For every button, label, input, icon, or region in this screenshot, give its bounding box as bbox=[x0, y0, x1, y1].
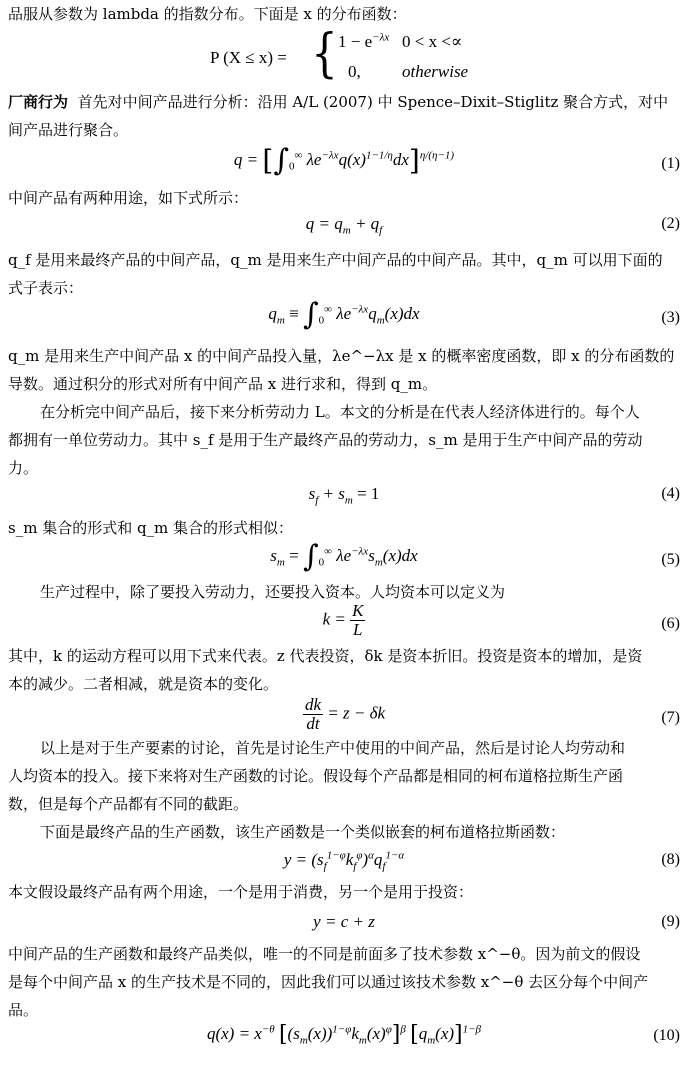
eq5-body3: (x)dx bbox=[382, 546, 418, 565]
eq3-body2: q bbox=[368, 304, 377, 323]
eq1-upper: ∞ bbox=[294, 149, 303, 162]
eq3-lhs-sub: m bbox=[276, 314, 285, 327]
eq3-lower: 0 bbox=[318, 314, 325, 327]
p9-line2: 人均资本的投入。接下来将对生产函数的讨论。假设每个产品都是相同的柯布道格拉斯生产函 bbox=[8, 767, 624, 785]
p3-line1: q_f 是用来最终产品的中间产品，q_m 是用来生产中间产品的中间产品。其中，q_m 可以用下面的 bbox=[8, 251, 663, 269]
cdf-case1-expr: 1 − e bbox=[338, 32, 373, 51]
eq6-number: (6) bbox=[661, 615, 680, 632]
firm-line1: 首先对中间产品进行分析：沿用 A/L (2007) 中 Spence–Dixit–Stiglitz 聚合方式，对中 bbox=[77, 93, 669, 111]
eq4-a: s bbox=[308, 484, 316, 503]
eq5-rel: = bbox=[284, 546, 303, 565]
eq1-lower: 0 bbox=[288, 160, 295, 173]
eq3-rel: ≡ bbox=[284, 304, 303, 323]
equation-10: $q(x) = x^{-\theta}$ $[(s_m(x))^{1-\varphi}k_m(x)^\varphi]^\beta$ $[q_m(x)]^{1-\beta}$ (10) bbox=[8, 1020, 680, 1054]
eq5-sup1: −λx bbox=[351, 545, 369, 558]
p4-line1: q_m 是用来生产中间产品 x 的中间产品投入量，λe^−λx 是 x 的概率密度函数，即 x 的分布函数的 bbox=[8, 347, 675, 365]
equation-8: $y = (s_f^{1-\varphi}k_f^\varphi)^\alpha q_f^{1-\alpha}$ (8) bbox=[8, 846, 680, 876]
eq3-body: λe bbox=[336, 304, 352, 323]
p8-line1: 其中，k 的运动方程可以用下式来代表。z 代表投资，δk 是资本折旧。投资是资本的增加，是资 bbox=[8, 647, 643, 665]
p8-line2: 本的减少。二者相减，就是资本的变化。 bbox=[8, 675, 279, 693]
cdf-case2-expr: 0, bbox=[348, 62, 361, 81]
p12-line1: 中间产品的生产函数和最终产品类似，唯一的不同是前面多了技术参数 x^−θ。因为前文的假设 bbox=[8, 945, 641, 963]
section-heading-firm: 厂商行为 bbox=[8, 93, 69, 111]
eq1-body: λe bbox=[306, 150, 322, 169]
eq4-rhs: = 1 bbox=[352, 484, 380, 503]
eq1-sup2: 1−1/η bbox=[365, 149, 393, 162]
eq5-body2: s bbox=[368, 546, 375, 565]
cdf-brace: { bbox=[311, 24, 338, 84]
cdf-lhs: P (X ≤ x) = bbox=[210, 48, 287, 67]
equation-7 bbox=[8, 696, 680, 738]
p12-line2: 是每个中间产品 x 的生产技术是不同的，因此我们可以通过该技术参数 x^−θ 去区分每个中间产 bbox=[8, 973, 649, 991]
eq4-a-sub: f bbox=[315, 494, 319, 507]
eq7-denominator: dt bbox=[306, 714, 320, 733]
eq2-plus: + q bbox=[350, 214, 380, 233]
equation-5: $s_m = \int_0^\infty$ $\lambda e^{-\lambda x}s_m(x)dx$ (5) bbox=[270, 539, 680, 575]
eq5-number: (5) bbox=[661, 551, 680, 568]
eq1-outer-sup: η/(η−1) bbox=[419, 149, 455, 162]
eq1-number: (1) bbox=[661, 155, 680, 172]
p9-line3: 数，但是每个产品都有不同的截距。 bbox=[8, 795, 249, 813]
eq5-lhs: s bbox=[270, 546, 277, 565]
cdf-case1-sup: −λx bbox=[372, 31, 390, 44]
eq7-numerator: dk bbox=[304, 695, 322, 714]
eq5-upper: ∞ bbox=[324, 545, 332, 558]
paragraph-final-production: 下面是最终产品的生产函数，该生产函数是一个类似嵌套的柯布道格拉斯函数： bbox=[40, 823, 566, 841]
eq7-number: (7) bbox=[661, 709, 680, 726]
eq9-math: y = c + z bbox=[313, 912, 375, 931]
eq3-lhs: q bbox=[268, 304, 277, 323]
firm-line2: 间产品进行聚合。 bbox=[8, 121, 129, 139]
eq2-number: (2) bbox=[661, 215, 680, 232]
p9-line1: 以上是对于生产要素的讨论，首先是讨论生产中使用的中间产品，然后是讨论人均劳动和 bbox=[40, 739, 626, 757]
eq5-sub2: m bbox=[374, 556, 383, 569]
p12-line3: 品。 bbox=[8, 1001, 39, 1019]
eq8-number: (8) bbox=[661, 851, 680, 868]
eq1-body2: q(x) bbox=[338, 150, 366, 169]
eq2-lhs: q = q bbox=[305, 214, 343, 233]
equation-1: $q = [\int_0^\infty$ $\lambda e^{-\lambda x}q(x)^{1-1/\eta}dx]^{\eta/(\eta-1)}$ (1) bbox=[233, 143, 680, 179]
eq2-sub1: m bbox=[342, 224, 351, 237]
equation-4 bbox=[8, 480, 680, 508]
cdf-case2-cond: otherwise bbox=[402, 62, 469, 81]
eq9-number: (9) bbox=[661, 913, 680, 930]
eq3-number: (3) bbox=[661, 309, 680, 326]
cdf-equation bbox=[210, 26, 510, 90]
eq6-numerator: K bbox=[352, 601, 364, 620]
eq1-body3: dx bbox=[392, 150, 409, 169]
paragraph-sm: s_m 集合的形式和 q_m 集合的形式相似： bbox=[8, 519, 294, 537]
p4-line2: 导数。通过积分的形式对所有中间产品 x 进行求和，得到 q_m。 bbox=[8, 375, 438, 393]
eq5-lower: 0 bbox=[318, 556, 325, 569]
p5-line1: 在分析完中间产品后，接下来分析劳动力 L。本文的分析是在代表人经济体进行的。每个人 bbox=[40, 403, 640, 421]
eq1-sup1: −λx bbox=[321, 149, 339, 162]
eq6-denominator: L bbox=[353, 620, 363, 639]
eq3-sup1: −λx bbox=[351, 303, 369, 316]
eq6-lhs: k = bbox=[322, 609, 346, 629]
paragraph-intro: 品服从参数为 lambda 的指数分布。下面是 x 的分布函数： bbox=[8, 5, 407, 23]
eq1-lhs: q = bbox=[233, 150, 259, 169]
paragraph-firm-behavior bbox=[8, 88, 668, 116]
equation-2 bbox=[8, 210, 680, 238]
paragraph-capital: 生产过程中，除了要投入劳动力，还要投入资本。人均资本可以定义为 bbox=[40, 583, 506, 601]
equation-9 bbox=[8, 908, 680, 936]
eq8-lhs: y = (s bbox=[283, 850, 324, 869]
eq5-lhs-sub: m bbox=[276, 556, 285, 569]
equation-6 bbox=[8, 602, 680, 644]
eq4-b-sub: m bbox=[344, 494, 353, 507]
cdf-case1-cond: 0 < x <∝ bbox=[402, 32, 463, 51]
paragraph-two-final-uses: 本文假设最终产品有两个用途，一个是用于消费，另一个是用于投资： bbox=[8, 883, 474, 901]
eq3-sub2: m bbox=[376, 314, 385, 327]
eq3-body3: (x)dx bbox=[384, 304, 420, 323]
eq5-body: λe bbox=[336, 546, 352, 565]
eq2-sub2: f bbox=[379, 224, 383, 237]
paragraph-two-uses: 中间产品有两种用途，如下式所示： bbox=[8, 189, 249, 207]
eq3-upper: ∞ bbox=[324, 303, 332, 316]
p5-line3: 力。 bbox=[8, 459, 39, 477]
eq4-mid: + s bbox=[318, 484, 345, 503]
equation-3: $q_m \equiv \int_0^\infty$ $\lambda e^{-\lambda x}q_m(x)dx$ (3) bbox=[268, 297, 680, 333]
eq7-rhs: = z − δk bbox=[327, 703, 386, 723]
eq10-number: (10) bbox=[653, 1027, 680, 1044]
p3-line2: 式子表示： bbox=[8, 279, 84, 297]
eq4-number: (4) bbox=[661, 485, 680, 502]
p5-line2: 都拥有一单位劳动力。其中 s_f 是用于生产最终产品的劳动力，s_m 是用于生产中间产品的劳动 bbox=[8, 431, 643, 449]
